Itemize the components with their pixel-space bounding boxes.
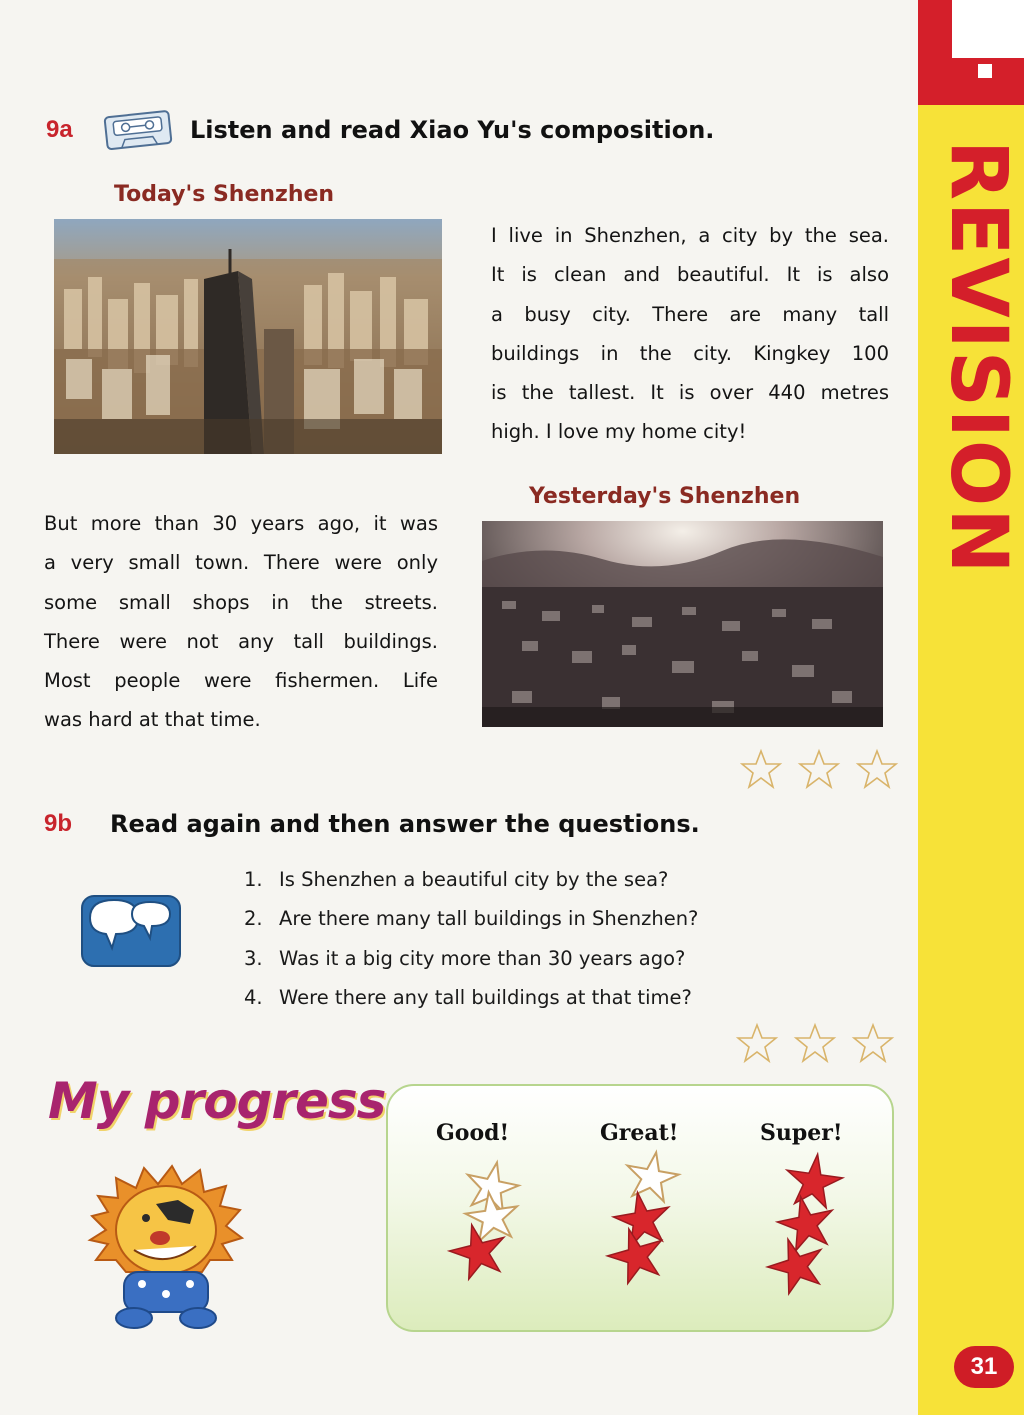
paragraph-line: some small shops in the streets. <box>44 590 438 614</box>
rating-stars-super[interactable] <box>730 1148 874 1308</box>
paragraph-line: high. I love my home city! <box>491 420 747 444</box>
caption-today: Today's Shenzhen <box>114 182 335 207</box>
section-9b-number: 9b <box>44 810 73 837</box>
paragraph-yesterday <box>44 504 438 740</box>
outline-stars-9b <box>736 1022 896 1064</box>
paragraph-line: is the tallest. It is over 440 metres <box>491 381 889 405</box>
speech-bubbles-icon <box>80 888 182 968</box>
paragraph-line: There were not any tall buildings. <box>44 629 438 653</box>
question-item: 4. Were there any tall buildings at that time? <box>244 985 692 1009</box>
question-list <box>244 860 698 1017</box>
paragraph-line: Most people were fishermen. Life <box>44 669 438 693</box>
paragraph-today <box>491 216 889 452</box>
photo-today-shenzhen <box>54 219 442 454</box>
rating-stars-great[interactable] <box>580 1146 720 1286</box>
rating-label-good: Good! <box>436 1120 510 1146</box>
question-item: 3. Was it a big city more than 30 years ago? <box>244 946 686 970</box>
cassette-tape-icon[interactable] <box>100 108 178 152</box>
rating-label-super: Super! <box>760 1120 843 1146</box>
rating-star <box>783 1150 846 1209</box>
paragraph-line: But more than 30 years ago, it was <box>44 512 438 535</box>
paragraph-line: buildings in the city. Kingkey 100 <box>491 341 889 365</box>
rating-star <box>773 1191 839 1254</box>
rating-stars-good[interactable] <box>426 1152 562 1282</box>
section-9b-title: Read again and then answer the questions. <box>110 810 700 838</box>
rating-label-great: Great! <box>600 1120 679 1146</box>
rating-star <box>610 1188 674 1249</box>
question-item: 1. Is Shenzhen a beautiful city by the sea? <box>244 868 669 891</box>
sidebar-mark <box>978 64 992 78</box>
photo-yesterday-shenzhen <box>482 521 883 727</box>
question-item: 2. Are there many tall buildings in Shenzhen? <box>244 907 699 931</box>
my-progress-title: My progress <box>48 1072 386 1130</box>
rating-star <box>622 1148 681 1203</box>
paragraph-line: It is clean and beautiful. It is also <box>491 263 889 287</box>
sidebar-white-corner <box>952 0 1024 58</box>
section-9a-number: 9a <box>46 116 73 143</box>
paragraph-line: a very small town. There were only <box>44 551 438 575</box>
caption-yesterday: Yesterday's Shenzhen <box>529 484 801 509</box>
lion-mascot-icon <box>86 1160 246 1332</box>
outline-stars-9a <box>740 748 900 790</box>
revision-label: REVISION <box>933 140 1023 576</box>
page-number: 31 <box>954 1346 1014 1388</box>
paragraph-line: was hard at that time. <box>44 708 261 732</box>
section-9a-title: Listen and read Xiao Yu's composition. <box>190 116 715 144</box>
paragraph-line: a busy city. There are many tall <box>491 302 889 326</box>
paragraph-line: I live in Shenzhen, a city by the sea. <box>491 224 889 247</box>
